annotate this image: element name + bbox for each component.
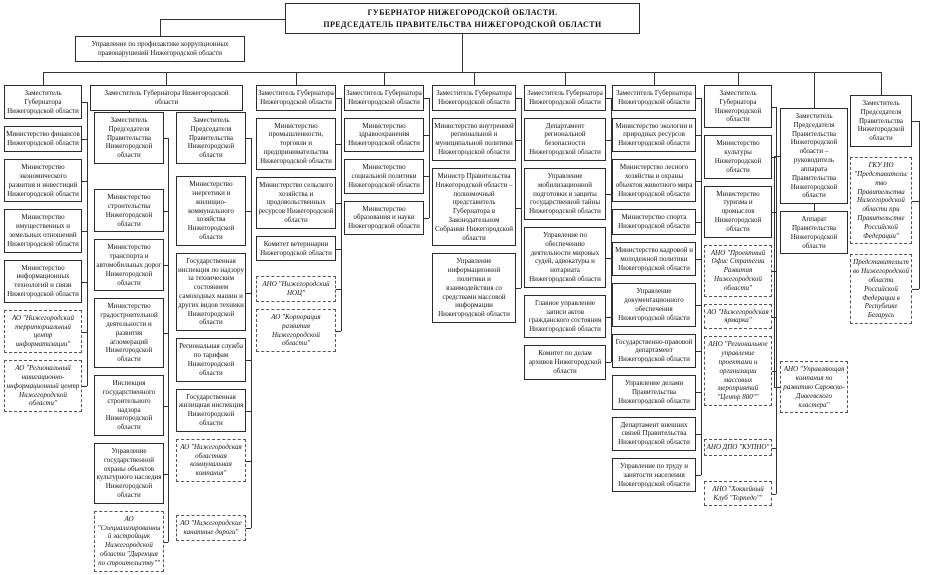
connector-line (738, 72, 739, 85)
org-unit-box: Региональная служба по тарифам Нижегородской области (176, 338, 246, 381)
org-unit-box: Министерство спорта Нижегородской области (612, 209, 696, 235)
org-head-box-d: Заместитель Губернатора Нижегородской области (344, 85, 424, 111)
org-unit-box: АНО ДПО "КУПНО" (704, 439, 772, 456)
connector-line (606, 362, 611, 363)
org-unit-box: АО "Региональный навигационно-информационный центр Нижегородской области" (4, 360, 82, 412)
org-head-box-i: Заместитель Председателя Правительства Нижегородской области – руководитель аппарата Правительства Нижегородской области (780, 108, 848, 204)
governor-box (285, 3, 640, 34)
org-unit-box: Департамент внешних связей Правительства Нижегородской области (612, 417, 696, 451)
connector-line (462, 34, 463, 72)
org-unit-box: Управление делами Правительства Нижегородской области (612, 375, 696, 409)
org-unit-box: Департамент региональной безопасности Нижегородской области (524, 118, 606, 161)
org-head-box-e: Заместитель Губернатора Нижегородской области (432, 85, 516, 111)
org-unit-box: Государственно-правовой департамент Нижегородской области (612, 334, 696, 368)
connector-line (912, 121, 919, 122)
connector-line (384, 72, 385, 85)
org-unit-box: АО "Нижегородская ярмарка" (704, 304, 772, 330)
org-unit-box: АНО "Проектный Офис Стратегии Развития Нижегородской области" (704, 245, 772, 297)
org-unit-box: Министерство имущественных и земельных отношений Нижегородской области (4, 209, 82, 252)
connector-line (87, 102, 88, 386)
governor-title-line1: ГУБЕРНАТОР НИЖЕГОРОДСКОЙ ОБЛАСТИ. (367, 8, 558, 17)
connector-line (474, 72, 475, 85)
org-unit-box: Управление государственной охраны объектов культурного наследия Нижегородской области (94, 443, 164, 504)
connector-line (296, 72, 297, 85)
org-unit-box: АО "Нижегородский территориальный центр информатизации" (4, 310, 82, 353)
org-unit-box: Министерство информационных технологий и связи Нижегородской области (4, 260, 82, 303)
org-unit-box: Министерство социальной политики Нижегородской области (344, 159, 424, 193)
governor-title-line2: ПРЕДСЕДАТЕЛЬ ПРАВИТЕЛЬСТВА НИЖЕГОРОДСКОЙ ОБЛАСТИ (323, 19, 602, 29)
connector-line (814, 204, 815, 211)
org-head-box-j: Заместитель Председателя Правительства Нижегородской области (850, 95, 912, 147)
connector-line (881, 72, 882, 95)
org-unit-box: АНО "Хоккейный Клуб "Торпедо"" (704, 481, 772, 507)
connector-line (166, 72, 167, 85)
org-unit-box: Государственная жилищная инспекция Нижегородской области (176, 389, 246, 432)
org-column-b1 (94, 112, 164, 575)
org-unit-box: Министерство финансов Нижегородской области (4, 126, 82, 152)
connector-line (429, 98, 430, 218)
connector-line (336, 331, 341, 332)
org-column-j (850, 95, 912, 331)
connector-line (211, 111, 212, 112)
org-column-a (4, 85, 82, 419)
anticorruption-box: Управление по профилактике коррупционных правонарушений Нижегородской области (75, 36, 245, 62)
connector-line (774, 387, 780, 388)
org-unit-box: Инспекция государственного строительного надзора Нижегородской области (94, 375, 164, 436)
org-unit-box: Комитет ветеринарии Нижегородской области (256, 236, 336, 262)
connector-line (160, 19, 285, 20)
connector-line (696, 475, 701, 476)
org-column-i (780, 108, 848, 420)
org-unit-box: Управление информационной политики и взаимодействия со средствами массовой информации Нижегородской области (432, 253, 516, 323)
connector-line (521, 98, 522, 288)
org-unit-box: АО "Нижегородские канатные дороги" (176, 515, 246, 541)
connector-line (43, 72, 44, 85)
org-unit-box: АО "Корпорация развития Нижегородской области" (256, 309, 336, 352)
connector-line (701, 98, 702, 475)
org-unit-box: Министерство внутренней региональной и муниципальной политики Нижегородской области (432, 118, 516, 161)
org-column-f (524, 85, 606, 387)
org-unit-box: АНО "Региональное управление проектами и организации массовых мероприятий "Центр 800"" (704, 336, 772, 406)
org-unit-box: Министерство образования и науки Нижегородской области (344, 201, 424, 235)
org-unit-box: Управление мобилизационной подготовки и защиты государственной тайны Нижегородской области (524, 168, 606, 220)
org-unit-box: АО "Специализированный застройщик Нижегородской области "Дирекция по строительству"" (94, 511, 164, 572)
connector-line (654, 72, 655, 85)
org-unit-box: Представительство Нижегородской области Российской Федерации в Республике Беларусь (850, 254, 912, 324)
connector-line (611, 98, 612, 362)
org-unit-box: Управление по труду и занятости населения Нижегородской области (612, 458, 696, 492)
org-unit-box: Министерство экологии и природных ресурсов Нижегородской области (612, 118, 696, 152)
org-head-box-g: Заместитель Губернатора Нижегородской области (612, 85, 696, 111)
org-unit-box: Министерство здравоохранения Нижегородской области (344, 118, 424, 152)
org-unit-box: Управление по обеспечению деятельности мировых судей, адвокатуры и нотариата Нижегородской области (524, 227, 606, 288)
org-unit-box: Министерство транспорта и автомобильных дорог Нижегородской области (94, 239, 164, 291)
org-unit-box: Министр Правительства Нижегородской области – полномочный представитель Губернатора в Законодательном Собрании Нижегородской области (432, 168, 516, 247)
org-column-g (612, 85, 696, 499)
org-head-box-b1: Заместитель Председателя Правительства Нижегородской области (94, 112, 164, 164)
org-unit-box: Министерство кадровой и молодежной политики Нижегородской области (612, 242, 696, 276)
org-unit-box: Министерство энергетики и жилищно-коммунального хозяйства Нижегородской области (176, 176, 246, 246)
org-column-c (256, 85, 336, 359)
org-unit-box: ГКУ НО "Представительство Правительства Нижегородской области при Правительстве Российской Федерации" (850, 157, 912, 244)
connector-line (160, 19, 161, 36)
connector-line (774, 156, 775, 387)
connector-line (912, 289, 919, 290)
org-head-box-c: Заместитель Губернатора Нижегородской области (256, 85, 336, 111)
org-column-h (704, 85, 772, 513)
org-unit-box: Комитет по делам архивов Нижегородской области (524, 345, 606, 379)
org-head-box-h: Заместитель Губернатора Нижегородской области (704, 85, 772, 128)
connector-line (912, 201, 919, 202)
connector-line (164, 542, 168, 543)
connector-line (516, 288, 521, 289)
org-unit-box: Министерство строительства Нижегородской области (94, 189, 164, 232)
org-unit-box: Министерство градостроительной деятельности и развития агломераций Нижегородской области (94, 298, 164, 368)
org-head-box-f: Заместитель Губернатора Нижегородской области (524, 85, 606, 111)
connector-line (814, 72, 815, 108)
connector-line (129, 111, 130, 112)
org-column-b2 (176, 112, 246, 548)
group-b-header-box: Заместитель Губернатора Нижегородской области (90, 85, 243, 111)
org-head-box-a: Заместитель Губернатора Нижегородской области (4, 85, 82, 119)
org-unit-box: АНО "Управляющая компания по развитию Саровско-Дивеевского кластера" (780, 361, 848, 413)
org-unit-box: Министерство сельского хозяйства и продовольственных ресурсов Нижегородской области (256, 177, 336, 229)
org-unit-box: Управление документационного обеспечения Нижегородской области (612, 283, 696, 326)
connector-line (82, 386, 87, 387)
connector-line (251, 138, 252, 528)
org-unit-box: Государственная инспекция по надзору за техническим состоянием самоходных машин и других видов техники Нижегородской области (176, 253, 246, 332)
connector-line (246, 528, 251, 529)
org-unit-box: Министерство лесного хозяйства и охраны объектов животного мира Нижегородской области (612, 159, 696, 202)
connector-line (341, 98, 342, 331)
org-unit-box: Главное управление записи актов гражданского состояния Нижегородской области (524, 295, 606, 338)
org-unit-box: Министерство экономического развития и инвестиций Нижегородской области (4, 159, 82, 202)
connector-line (772, 494, 776, 495)
connector-line (168, 138, 169, 542)
connector-line (776, 107, 777, 495)
org-unit-box: Министерство промышленности, торговли и предпринимательства Нижегородской области (256, 118, 336, 170)
connector-line (424, 218, 429, 219)
org-unit-box: АО "Нижегородская областная коммунальная компания" (176, 439, 246, 482)
connector-line (43, 72, 881, 73)
org-column-e (432, 85, 516, 330)
org-column-d (344, 85, 424, 242)
connector-line (565, 72, 566, 85)
org-unit-box: АНО "Нижегородский НОЦ" (256, 276, 336, 302)
connector-line (919, 121, 920, 289)
org-unit-box: Министерство культуры Нижегородской области (704, 135, 772, 178)
org-unit-box: Аппарат Правительства Нижегородской области (780, 211, 848, 254)
org-head-box-b2: Заместитель Председателя Правительства Нижегородской области (176, 112, 246, 164)
org-unit-box: Министерство туризма и промыслов Нижегородской области (704, 186, 772, 238)
